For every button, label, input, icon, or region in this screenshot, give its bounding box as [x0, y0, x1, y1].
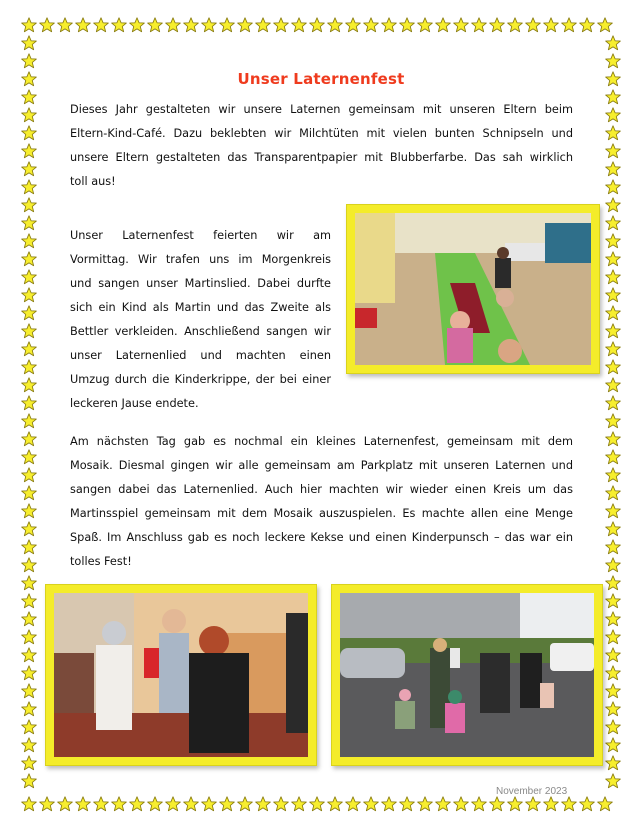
star-icon [20, 772, 38, 790]
star-icon [38, 16, 56, 34]
star-icon [380, 795, 398, 813]
star-icon [604, 304, 622, 322]
star-icon [578, 795, 596, 813]
star-icon [218, 795, 236, 813]
text-line: unsere Eltern gestalteten das Transparentpapier mit Blubberfarbe. Das sah wirklich [70, 151, 573, 164]
star-icon [452, 16, 470, 34]
star-icon [272, 795, 290, 813]
photo-image [340, 593, 594, 757]
star-icon [20, 268, 38, 286]
text-line: tolles Fest! [70, 555, 132, 568]
star-icon [20, 682, 38, 700]
star-icon [164, 795, 182, 813]
text-line: Bettler verkleiden. Anschließend sangen wir [70, 325, 331, 338]
text-line: toll aus! [70, 175, 116, 188]
star-icon [604, 700, 622, 718]
star-icon [218, 16, 236, 34]
star-icon [20, 502, 38, 520]
star-icon [20, 628, 38, 646]
star-icon [604, 664, 622, 682]
star-icon [128, 795, 146, 813]
star-icon [604, 358, 622, 376]
star-icon [604, 718, 622, 736]
star-icon [146, 16, 164, 34]
star-icon [20, 448, 38, 466]
star-icon [604, 196, 622, 214]
star-icon [604, 34, 622, 52]
star-icon [596, 795, 614, 813]
star-border-top [20, 16, 614, 34]
star-icon [488, 16, 506, 34]
star-icon [128, 16, 146, 34]
star-icon [20, 610, 38, 628]
star-icon [182, 16, 200, 34]
text-line: sich ein Kind als Martin und das Zweite als [70, 301, 331, 314]
star-icon [604, 106, 622, 124]
star-icon [434, 16, 452, 34]
star-icon [254, 16, 272, 34]
star-icon [20, 736, 38, 754]
star-icon [560, 16, 578, 34]
star-icon [604, 412, 622, 430]
star-icon [362, 16, 380, 34]
star-icon [416, 16, 434, 34]
star-icon [604, 772, 622, 790]
text-line: Eltern-Kind-Café. Dazu beklebten wir Milchtüten mit vielen bunten Schnipseln und [70, 127, 573, 140]
star-icon [56, 795, 74, 813]
star-icon [20, 394, 38, 412]
star-icon [20, 250, 38, 268]
star-icon [20, 592, 38, 610]
star-icon [362, 795, 380, 813]
text-line: Unser Laternenfest feierten wir am [70, 229, 331, 242]
text-line: Umzug durch die Kinderkrippe, der bei einer [70, 373, 331, 386]
star-icon [416, 795, 434, 813]
star-icon [604, 322, 622, 340]
star-icon [20, 232, 38, 250]
star-icon [110, 16, 128, 34]
star-border-right [604, 34, 622, 790]
star-icon [272, 16, 290, 34]
star-icon [236, 16, 254, 34]
star-icon [254, 795, 272, 813]
text-line: leckeren Jause endete. [70, 397, 199, 410]
star-icon [326, 795, 344, 813]
star-icon [604, 628, 622, 646]
star-icon [488, 795, 506, 813]
text-line: Martinsspiel gemeinsam mit dem Mosaik auszuspielen. Es machte allen eine Menge [70, 507, 573, 520]
text-line: und sangen unser Martinslied. Dabei durfte [70, 277, 331, 290]
star-icon [20, 574, 38, 592]
star-icon [604, 448, 622, 466]
star-icon [604, 754, 622, 772]
photo-image [54, 593, 308, 757]
star-icon [604, 610, 622, 628]
star-icon [20, 124, 38, 142]
star-icon [20, 412, 38, 430]
star-icon [604, 736, 622, 754]
star-icon [604, 466, 622, 484]
star-icon [344, 16, 362, 34]
star-icon [20, 795, 38, 813]
star-icon [604, 574, 622, 592]
text-line: unser Laternenlied und machten einen [70, 349, 331, 362]
star-icon [604, 592, 622, 610]
star-icon [604, 682, 622, 700]
star-icon [604, 88, 622, 106]
star-icon [200, 795, 218, 813]
star-icon [20, 16, 38, 34]
star-icon [92, 16, 110, 34]
star-icon [182, 795, 200, 813]
star-icon [20, 664, 38, 682]
star-icon [146, 795, 164, 813]
star-icon [20, 700, 38, 718]
star-icon [524, 16, 542, 34]
star-icon [452, 795, 470, 813]
star-icon [236, 795, 254, 813]
photo-martin [45, 584, 317, 766]
star-icon [20, 520, 38, 538]
star-icon [604, 430, 622, 448]
star-icon [20, 718, 38, 736]
star-icon [604, 142, 622, 160]
star-icon [290, 795, 308, 813]
star-icon [74, 16, 92, 34]
star-icon [20, 52, 38, 70]
star-icon [326, 16, 344, 34]
star-icon [398, 795, 416, 813]
star-icon [604, 484, 622, 502]
star-icon [308, 795, 326, 813]
star-icon [20, 376, 38, 394]
photo-parking [331, 584, 603, 766]
footer-date: November 2023 [496, 786, 568, 797]
text-line: sangen dabei das Laternenlied. Auch hier machten wir wieder einen Kreis um das [70, 483, 573, 496]
text-line: Dieses Jahr gestalteten wir unsere Laternen gemeinsam mit unseren Eltern beim [70, 103, 573, 116]
star-icon [20, 322, 38, 340]
star-icon [604, 556, 622, 574]
star-icon [434, 795, 452, 813]
star-icon [20, 160, 38, 178]
page-title: Unser Laternenfest [237, 70, 405, 88]
photo-image [355, 213, 591, 365]
star-icon [470, 795, 488, 813]
star-icon [604, 250, 622, 268]
star-icon [20, 196, 38, 214]
star-icon [398, 16, 416, 34]
star-icon [110, 795, 128, 813]
star-icon [290, 16, 308, 34]
star-icon [20, 646, 38, 664]
star-icon [604, 52, 622, 70]
star-icon [604, 268, 622, 286]
star-icon [542, 795, 560, 813]
paragraph-celebration [70, 224, 331, 416]
star-icon [20, 214, 38, 232]
paragraph-next-day [70, 430, 573, 574]
star-icon [38, 795, 56, 813]
star-icon [604, 160, 622, 178]
star-icon [560, 795, 578, 813]
star-icon [506, 16, 524, 34]
star-icon [74, 795, 92, 813]
star-icon [20, 142, 38, 160]
star-icon [20, 178, 38, 196]
star-icon [200, 16, 218, 34]
star-icon [20, 358, 38, 376]
text-line: Am nächsten Tag gab es nochmal ein kleines Laternenfest, gemeinsam mit dem [70, 435, 573, 448]
star-icon [308, 16, 326, 34]
star-icon [20, 304, 38, 322]
star-icon [542, 16, 560, 34]
star-icon [506, 795, 524, 813]
star-icon [604, 178, 622, 196]
star-icon [604, 340, 622, 358]
star-icon [20, 538, 38, 556]
star-icon [604, 376, 622, 394]
star-icon [20, 88, 38, 106]
star-icon [524, 795, 542, 813]
star-icon [470, 16, 488, 34]
star-icon [20, 466, 38, 484]
paragraph-intro [70, 98, 573, 194]
star-icon [604, 520, 622, 538]
text-line: Vormittag. Wir trafen uns im Morgenkreis [70, 253, 331, 266]
star-icon [380, 16, 398, 34]
star-icon [596, 16, 614, 34]
star-icon [20, 556, 38, 574]
star-icon [20, 754, 38, 772]
star-border-left [20, 34, 38, 790]
star-icon [20, 34, 38, 52]
star-icon [604, 124, 622, 142]
star-icon [20, 484, 38, 502]
star-icon [92, 795, 110, 813]
star-border-bottom [20, 795, 614, 813]
text-line: Mosaik. Diesmal gingen wir alle gemeinsam am Parkplatz mit unseren Laternen und [70, 459, 573, 472]
star-icon [56, 16, 74, 34]
star-icon [604, 538, 622, 556]
star-icon [20, 340, 38, 358]
star-icon [604, 646, 622, 664]
star-icon [20, 106, 38, 124]
star-icon [164, 16, 182, 34]
text-line: Spaß. Im Anschluss gab es noch leckere Kekse und einen Kinderpunsch – das war ein [70, 531, 573, 544]
star-icon [604, 394, 622, 412]
photo-lunch [346, 204, 600, 374]
star-icon [604, 214, 622, 232]
star-icon [604, 502, 622, 520]
star-icon [20, 430, 38, 448]
star-icon [604, 286, 622, 304]
star-icon [20, 286, 38, 304]
star-icon [578, 16, 596, 34]
star-icon [344, 795, 362, 813]
star-icon [604, 232, 622, 250]
